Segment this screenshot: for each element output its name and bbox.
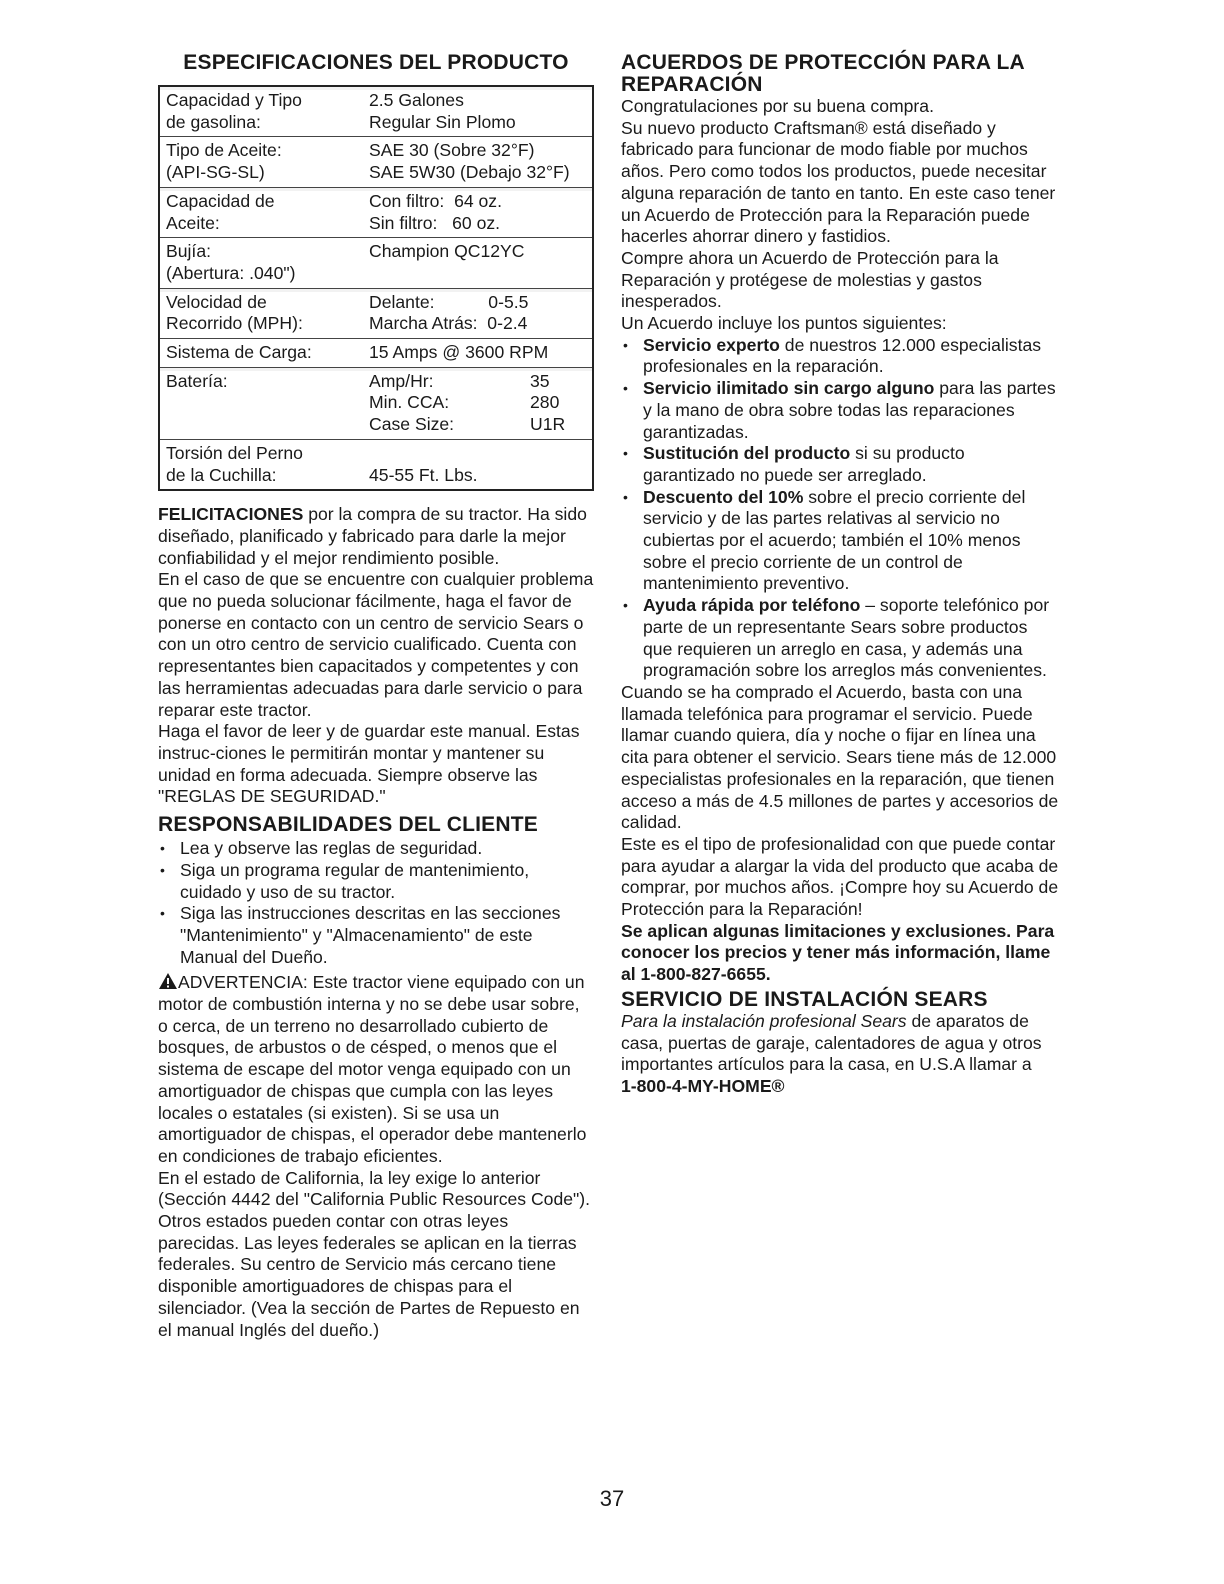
spec-value bbox=[369, 191, 592, 234]
benefit-text: sobre el precio corriente del servicio y de las partes relativas al servicio no cubiertas por el acuerdo; también el 10% menos sobre el precio corriente de un control de mantenimiento preventivo. bbox=[643, 486, 1026, 594]
spec-row bbox=[160, 367, 592, 439]
manual-paragraph: Haga el favor de leer y de guardar este manual. Estas instruc-ciones le permitirán montar y mantener su unidad en forma adecuada. Siempre observe las "REGLAS DE SEGURIDAD." bbox=[158, 721, 580, 807]
california-paragraph: En el estado de California, la ley exige lo anterior (Sección 4442 del "California Public Resources Code"). Otros estados pueden contar con otras leyes parecidas. Las leyes federales se aplican en la tierras federales. Su centro de Servicio más cercano tiene disponible amortiguadores de chispas para el silenciador. (Vea la sección de Partes de Repuesto en el manual Inglés del dueño.) bbox=[158, 1167, 591, 1340]
spec-label-line: Aceite: bbox=[166, 212, 220, 233]
benefit-bold: Servicio experto bbox=[643, 334, 780, 355]
spec-row bbox=[160, 187, 592, 237]
contact-paragraph: En el caso de que se encuentre con cualquier problema que no pueda solucionar fácilmente, haga el favor de ponerse en contacto con un centro de servicio Sears o con un otro centro de servicio cualificado. Cuenta con representantes bien capacitados y competentes y con las herramientas adecuadas para darle servicio o para reparar este tractor. bbox=[158, 569, 594, 720]
install-paragraph bbox=[621, 1011, 1061, 1076]
rpa-paragraph-4: Un Acuerdo incluye los puntos siguientes: bbox=[621, 313, 947, 334]
rpa-paragraph-2: Su nuevo producto Craftsman® está diseñado y fabricado para funcionar de modo fiable por muchos años. Pero como todos los productos, puede necesitar alguna reparación de tanto en tanto. En este caso tener un Acuerdo de Protección para la Reparación puede hacerles ahorrar dinero y fastidios. bbox=[621, 117, 1056, 247]
spec-row bbox=[160, 237, 592, 287]
spec-subvalue: 35 bbox=[530, 370, 550, 391]
spec-value-line bbox=[369, 414, 592, 436]
spec-value bbox=[369, 292, 592, 335]
spec-row bbox=[160, 288, 592, 338]
spec-value-line: 45-55 Ft. Lbs. bbox=[369, 464, 478, 485]
congrats-bold: FELICITACIONES bbox=[158, 504, 304, 525]
rpa-limitations: Se aplican algunas limitaciones y exclusiones. Para conocer los precios y tener más información, llame al 1-800-827-6655. bbox=[621, 920, 1055, 985]
spec-label-line: Batería: bbox=[166, 370, 228, 391]
spec-label-line: Torsión del Perno bbox=[166, 442, 303, 463]
benefit-text: – soporte telefónico por parte de un representante Sears sobre productos que requieren un arreglo en casa, y además una programación sobre los arreglos más convenientes. bbox=[643, 595, 1050, 681]
spec-value-line: Marcha Atrás: 0-2.4 bbox=[369, 313, 528, 334]
spec-label-line: de gasolina: bbox=[166, 111, 261, 132]
benefit-text: para las partes y la mano de obra sobre todas las reparaciones garantizadas. bbox=[643, 378, 1056, 442]
spec-label-line: (Abertura: .040") bbox=[166, 262, 296, 283]
left-column bbox=[158, 52, 594, 1341]
spec-value bbox=[369, 443, 592, 486]
spec-label-line: Capacidad y Tipo bbox=[166, 90, 302, 110]
spec-label bbox=[166, 241, 369, 284]
spec-value-line: Regular Sin Plomo bbox=[369, 111, 516, 132]
spec-value bbox=[369, 90, 592, 133]
install-italic: Para la instalación profesional Sears bbox=[621, 1010, 907, 1031]
benefit-bold: Servicio ilimitado sin cargo alguno bbox=[643, 378, 935, 399]
spec-label bbox=[166, 371, 369, 436]
spec-subkey: Amp/Hr: bbox=[369, 370, 434, 391]
spec-label-line: Capacidad de bbox=[166, 190, 275, 211]
install-heading: SERVICIO DE INSTALACIÓN SEARS bbox=[621, 987, 988, 1011]
list-item bbox=[621, 595, 1061, 682]
spec-label-line: Tipo de Aceite: bbox=[166, 140, 282, 161]
congrats-paragraph bbox=[158, 504, 594, 569]
spec-row bbox=[160, 439, 592, 489]
spec-label-line: Sistema de Carga: bbox=[166, 342, 312, 363]
spec-label bbox=[166, 443, 369, 486]
benefit-bold: Ayuda rápida por teléfono bbox=[643, 595, 861, 616]
spec-value bbox=[369, 371, 592, 436]
spec-value bbox=[369, 342, 592, 364]
spec-label bbox=[166, 140, 369, 183]
spec-label-line: de la Cuchilla: bbox=[166, 464, 277, 485]
spec-row bbox=[160, 87, 592, 136]
list-item bbox=[621, 335, 1061, 378]
responsibilities-heading: RESPONSABILIDADES DEL CLIENTE bbox=[158, 813, 538, 837]
spec-value-line bbox=[369, 392, 592, 414]
spec-label-line: Velocidad de bbox=[166, 291, 267, 312]
spec-row bbox=[160, 338, 592, 367]
spec-label bbox=[166, 292, 369, 335]
rpa-benefits-list bbox=[621, 335, 1061, 682]
spec-value-line: Delante: 0-5.5 bbox=[369, 291, 529, 312]
list-item bbox=[621, 487, 1061, 596]
spec-row bbox=[160, 136, 592, 186]
list-item: • Siga un programa regular de mantenimiento, cuidado y uso de su tractor. bbox=[158, 860, 594, 903]
rpa-paragraph-3: Compre ahora un Acuerdo de Protección para la Reparación y protégese de molestias y gastos inesperados. bbox=[621, 247, 999, 312]
spec-subvalue: U1R bbox=[530, 414, 566, 435]
spec-value bbox=[369, 241, 592, 284]
spec-subkey: Min. CCA: bbox=[369, 392, 450, 413]
spec-value-line bbox=[369, 371, 592, 393]
install-text: de aparatos de casa, puertas de garaje, calentadores de agua y otros importantes artículos para la casa, en U.S.A llamar a bbox=[621, 1010, 1042, 1075]
spec-value-line: SAE 5W30 (Debajo 32°F) bbox=[369, 162, 570, 183]
warning-icon bbox=[158, 972, 178, 990]
install-phone: 1-800-4-MY-HOME® bbox=[621, 1075, 785, 1096]
spec-label-line: Recorrido (MPH): bbox=[166, 313, 303, 334]
spec-label bbox=[166, 342, 369, 364]
warning-text: Este tractor viene equipado con un motor de combustión interna y no se debe usar sobre, o cerca, de un terreno no desarrollado cubierto de bosques, de arbustos o de césped, o menos que el sistema de escape del motor venga equipado con un amortiguador de chispas que cumpla con las leyes locales o estatales (si existen). Si se usa un amortiguador de chispas, el operador debe mantenerlo en condiciones de trabajo eficientes. bbox=[158, 972, 587, 1166]
benefit-text: si su producto garantizado no puede ser arreglado. bbox=[643, 443, 965, 485]
page-number: 37 bbox=[599, 1486, 625, 1511]
spec-value-line bbox=[369, 263, 592, 285]
spec-value-line: SAE 30 (Sobre 32°F) bbox=[369, 140, 535, 161]
list-item bbox=[621, 443, 1061, 486]
spec-value-line: 2.5 Galones bbox=[369, 90, 464, 110]
spec-label bbox=[166, 90, 369, 133]
rpa-paragraph-6: Este es el tipo de profesionalidad con que puede contar para ayudar a alargar la vida del producto que acaba de comprar, por muchos años. ¡Compre hoy su Acuerdo de Protección para la Reparación! bbox=[621, 833, 1059, 920]
spec-subvalue: 280 bbox=[530, 392, 560, 413]
spec-value-line: 15 Amps @ 3600 RPM bbox=[369, 342, 549, 363]
rpa-paragraph-1: Congratulaciones por su buena compra. bbox=[621, 96, 934, 116]
spec-table bbox=[158, 85, 594, 491]
right-column bbox=[621, 52, 1061, 1098]
benefit-bold: Sustitución del producto bbox=[643, 443, 851, 464]
benefit-bold: Descuento del 10% bbox=[643, 486, 804, 507]
list-item: • Siga las instrucciones descritas en las secciones "Mantenimiento" y "Almacenamiento" de este Manual del Dueño. bbox=[158, 903, 594, 968]
rpa-heading: ACUERDOS DE PROTECCIÓN PARA LA REPARACIÓN bbox=[621, 51, 1025, 96]
spec-heading: ESPECIFICACIONES DEL PRODUCTO bbox=[183, 51, 569, 74]
spec-label-line: (API-SG-SL) bbox=[166, 162, 265, 183]
warning-label: ADVERTENCIA: bbox=[178, 972, 308, 993]
responsibilities-list bbox=[158, 838, 594, 968]
spec-value-line: Champion QC12YC bbox=[369, 241, 525, 262]
benefit-text: de nuestros 12.000 especialistas profesionales en la reparación. bbox=[643, 334, 1042, 377]
list-item bbox=[621, 378, 1061, 443]
spec-subkey: Case Size: bbox=[369, 414, 455, 435]
congrats-text: por la compra de su tractor. Ha sido diseñado, planificado y fabricado para darle la mejor confiabilidad y el mejor rendimiento posible. bbox=[158, 504, 587, 568]
spec-value-line: Con filtro: 64 oz. bbox=[369, 190, 502, 211]
spec-label-line: Bujía: bbox=[166, 241, 211, 262]
rpa-paragraph-5: Cuando se ha comprado el Acuerdo, basta con una llamada telefónica para programar el servicio. Puede llamar cuando quiera, día y noche o fijar en línea una cita para obtener el servicio. Sears tiene más de 12.000 especialistas profesionales en la reparación, que tienen acceso a más de 4.5 millones de partes y accesorios de calidad. bbox=[621, 681, 1059, 833]
spec-value-line bbox=[369, 443, 592, 465]
spec-value-line: Sin filtro: 60 oz. bbox=[369, 212, 501, 233]
list-item: • Lea y observe las reglas de seguridad. bbox=[158, 838, 594, 860]
spec-value bbox=[369, 140, 592, 183]
warning-paragraph bbox=[158, 972, 594, 1167]
spec-label bbox=[166, 191, 369, 234]
